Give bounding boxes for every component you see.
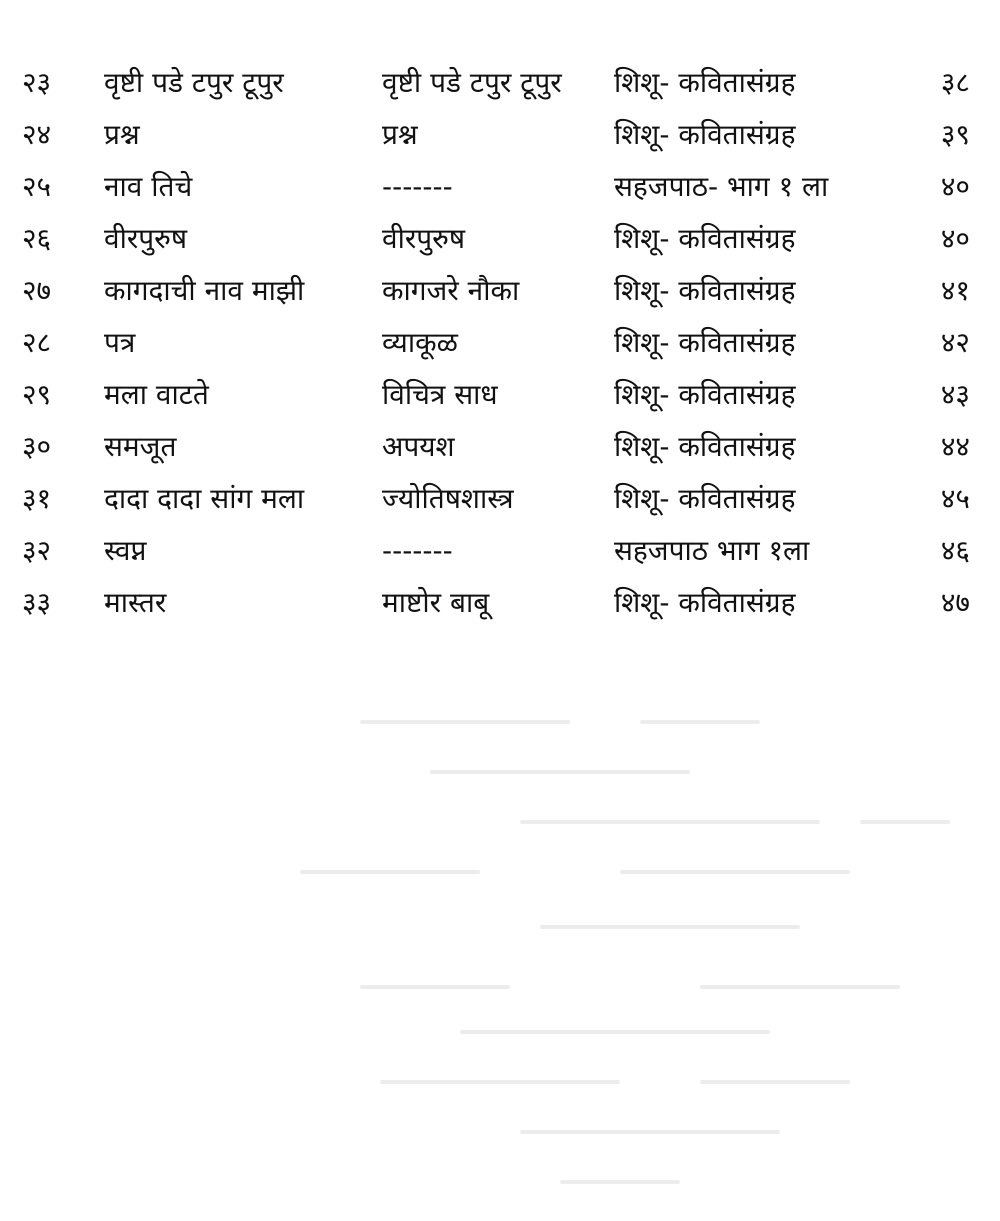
row-number: २३: [22, 66, 52, 99]
bleed-through-mark: [0, 925, 1000, 935]
page-number: ४३: [940, 378, 970, 411]
source-book: सहजपाठ- भाग १ ला: [614, 170, 829, 203]
poem-title: स्वप्न: [104, 534, 147, 567]
page-number: ४६: [940, 534, 970, 567]
row-number: ३०: [22, 430, 52, 463]
bleed-through-mark: [0, 870, 1000, 880]
poem-title: वीरपुरुष: [104, 222, 188, 255]
poem-title: मला वाटते: [104, 378, 209, 411]
toc-row: [0, 161, 1000, 213]
toc-row: [0, 109, 1000, 161]
poem-title: मास्तर: [104, 586, 167, 619]
source-book: शिशू- कवितासंग्रह: [614, 274, 796, 307]
original-title: ज्योतिषशास्त्र: [382, 482, 514, 515]
bleed-through-mark: [0, 1180, 1000, 1190]
row-number: २९: [22, 378, 52, 411]
page-number: ४०: [940, 222, 970, 255]
poem-title: नाव तिचे: [104, 170, 193, 203]
page-number: ४०: [940, 170, 970, 203]
toc-row: [0, 265, 1000, 317]
toc-row: [0, 213, 1000, 265]
toc-row: [0, 473, 1000, 525]
poem-title: वृष्टी पडे टपुर टूपुर: [104, 66, 284, 99]
row-number: २४: [22, 118, 52, 151]
source-book: शिशू- कवितासंग्रह: [614, 430, 796, 463]
toc-row: [0, 57, 1000, 109]
row-number: ३३: [22, 586, 52, 619]
bleed-through-mark: [0, 985, 1000, 995]
poem-title: कागदाची नाव माझी: [104, 274, 305, 307]
row-number: २८: [22, 326, 52, 359]
original-title: अपयश: [382, 430, 455, 463]
original-title: -------: [382, 534, 453, 567]
original-title: कागजरे नौका: [382, 274, 520, 307]
bleed-through-mark: [0, 720, 1000, 730]
source-book: शिशू- कवितासंग्रह: [614, 118, 796, 151]
bleed-through-mark: [0, 1030, 1000, 1040]
source-book: सहजपाठ भाग १ला: [614, 534, 810, 567]
original-title: प्रश्न: [382, 118, 418, 151]
source-book: शिशू- कवितासंग्रह: [614, 326, 796, 359]
row-number: २५: [22, 170, 52, 203]
original-title: विचित्र साध: [382, 378, 498, 411]
original-title: वीरपुरुष: [382, 222, 466, 255]
page-number: ३८: [940, 66, 970, 99]
poem-title: पत्र: [104, 326, 136, 359]
bleed-through-mark: [0, 1080, 1000, 1090]
page-number: ४७: [940, 586, 970, 619]
source-book: शिशू- कवितासंग्रह: [614, 66, 796, 99]
poem-title: समजूत: [104, 430, 177, 463]
original-title: व्याकूळ: [382, 326, 458, 359]
toc-row: [0, 317, 1000, 369]
original-title: माष्टोर बाबू: [382, 586, 490, 619]
toc-row: [0, 525, 1000, 577]
page-number: ४१: [940, 274, 970, 307]
row-number: २६: [22, 222, 52, 255]
poem-title: प्रश्न: [104, 118, 140, 151]
toc-row: [0, 421, 1000, 473]
page-number: ३९: [940, 118, 970, 151]
bleed-through-mark: [0, 1130, 1000, 1140]
toc-row: [0, 577, 1000, 629]
row-number: ३१: [22, 482, 52, 515]
original-title: वृष्टी पडे टपुर टूपुर: [382, 66, 562, 99]
row-number: ३२: [22, 534, 52, 567]
page-number: ४२: [940, 326, 970, 359]
page-number: ४५: [940, 482, 970, 515]
bleed-through-mark: [0, 820, 1000, 830]
toc-row: [0, 369, 1000, 421]
poem-title: दादा दादा सांग मला: [104, 482, 305, 515]
page-number: ४४: [940, 430, 970, 463]
source-book: शिशू- कवितासंग्रह: [614, 378, 796, 411]
source-book: शिशू- कवितासंग्रह: [614, 222, 796, 255]
source-book: शिशू- कवितासंग्रह: [614, 586, 796, 619]
row-number: २७: [22, 274, 52, 307]
original-title: -------: [382, 170, 453, 203]
bleed-through-mark: [0, 770, 1000, 780]
source-book: शिशू- कवितासंग्रह: [614, 482, 796, 515]
